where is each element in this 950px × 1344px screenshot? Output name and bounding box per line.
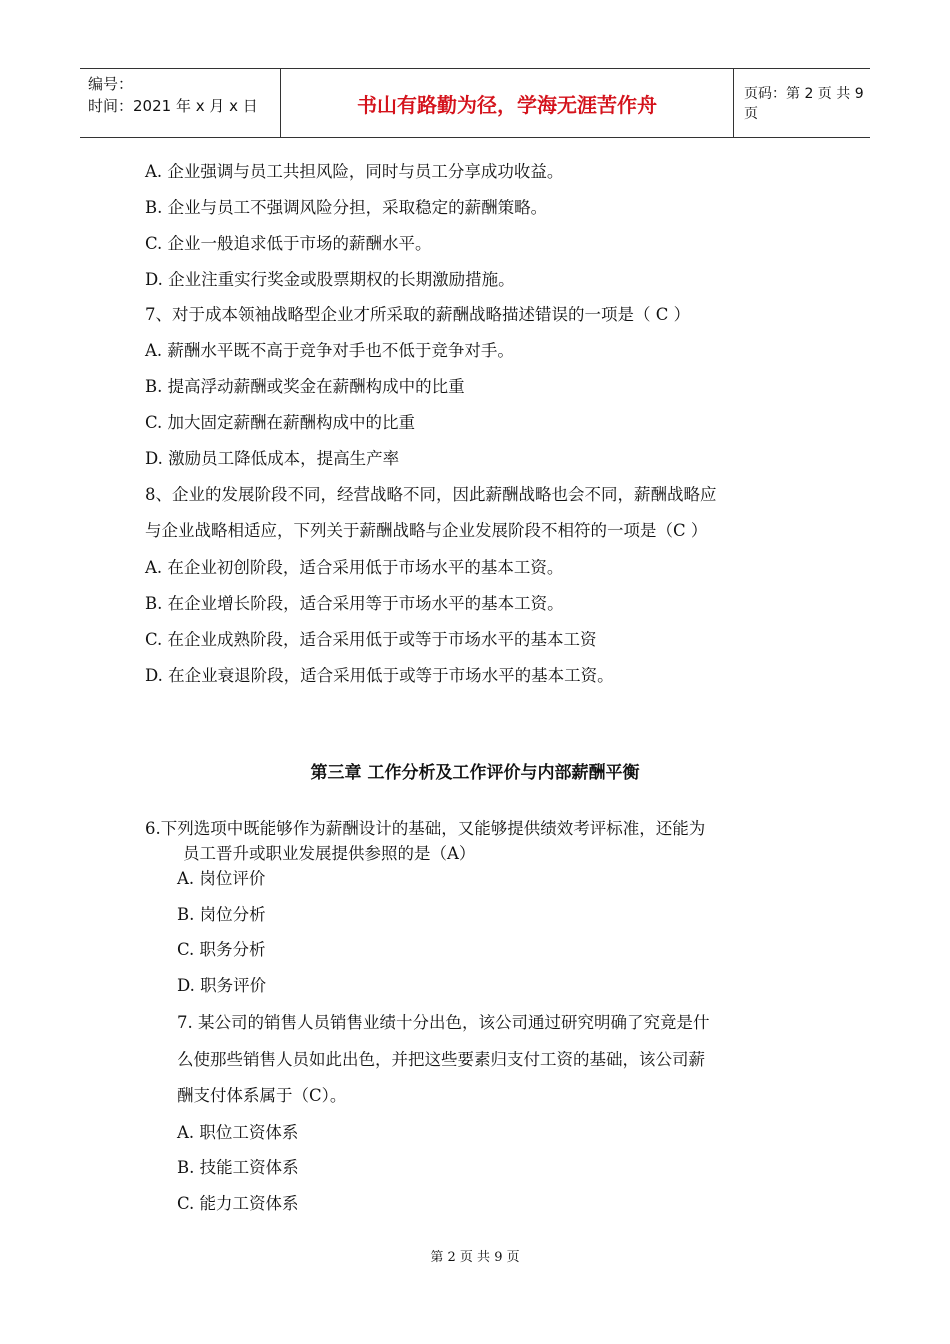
q6-option-b: B. 岗位分析: [177, 905, 266, 924]
question-8-stem-line-2: 与企业战略相适应，下列关于薪酬战略与企业发展阶段不相符的一项是（C ）: [145, 521, 708, 540]
q6-option-d: D. 职务评价: [177, 976, 267, 995]
option-line: B. 在企业增长阶段，适合采用等于市场水平的基本工资。: [145, 594, 564, 613]
option-line: D. 企业注重实行奖金或股票期权的长期激励措施。: [145, 270, 515, 289]
header-motto: 书山有路勤为径，学海无涯苦作舟: [280, 69, 734, 137]
page-footer: 第 2 页 共 9 页: [430, 1250, 520, 1265]
question-8-stem-line-1: 8、企业的发展阶段不同，经营战略不同，因此薪酬战略也会不同，薪酬战略应: [145, 485, 717, 504]
option-line: C. 企业一般追求低于市场的薪酬水平。: [145, 234, 432, 253]
q7-option-a: A. 职位工资体系: [177, 1123, 299, 1142]
question-7b-stem-line-2: 么使那些销售人员如此出色，并把这些要素归支付工资的基础，该公司薪: [177, 1050, 705, 1069]
option-line: C. 在企业成熟阶段，适合采用低于或等于市场水平的基本工资: [145, 630, 597, 649]
option-line: A. 企业强调与员工共担风险，同时与员工分享成功收益。: [145, 162, 564, 181]
option-line: B. 企业与员工不强调风险分担，采取稳定的薪酬策略。: [145, 198, 548, 217]
question-6-stem-line-2: 员工晋升或职业发展提供参照的是（A）: [183, 844, 476, 863]
question-6-stem-line-1: 6.下列选项中既能够作为薪酬设计的基础，又能够提供绩效考评标准，还能为: [145, 819, 706, 838]
page-header: [80, 68, 870, 138]
q6-option-c: C. 职务分析: [177, 940, 266, 959]
question-7b-stem-line-1: 7. 某公司的销售人员销售业绩十分出色，该公司通过研究明确了究竟是什: [177, 1013, 710, 1032]
header-page-info: 页码：第 2 页 共 9 页: [744, 86, 864, 122]
option-line: C. 加大固定薪酬在薪酬构成中的比重: [145, 413, 416, 432]
option-line: D. 在企业衰退阶段，适合采用低于或等于市场水平的基本工资。: [145, 666, 614, 685]
header-left: [80, 69, 280, 137]
q7-option-b: B. 技能工资体系: [177, 1158, 299, 1177]
time-label: 时间：2021 年 x 月 x 日: [88, 97, 258, 115]
serial-label: 编号：: [88, 75, 134, 93]
option-line: A. 在企业初创阶段，适合采用低于市场水平的基本工资。: [145, 558, 564, 577]
question-7b-stem-line-3: 酬支付体系属于（C）。: [177, 1086, 347, 1105]
question-7-stem: 7、对于成本领袖战略型企业才所采取的薪酬战略描述错误的一项是（ C ）: [145, 305, 691, 324]
option-line: B. 提高浮动薪酬或奖金在薪酬构成中的比重: [145, 377, 465, 396]
q7-option-c: C. 能力工资体系: [177, 1194, 299, 1213]
q6-option-a: A. 岗位评价: [177, 869, 266, 888]
option-line: D. 激励员工降低成本，提高生产率: [145, 449, 400, 468]
chapter-title: 第三章 工作分析及工作评价与内部薪酬平衡: [310, 763, 640, 783]
option-line: A. 薪酬水平既不高于竞争对手也不低于竞争对手。: [145, 341, 514, 360]
